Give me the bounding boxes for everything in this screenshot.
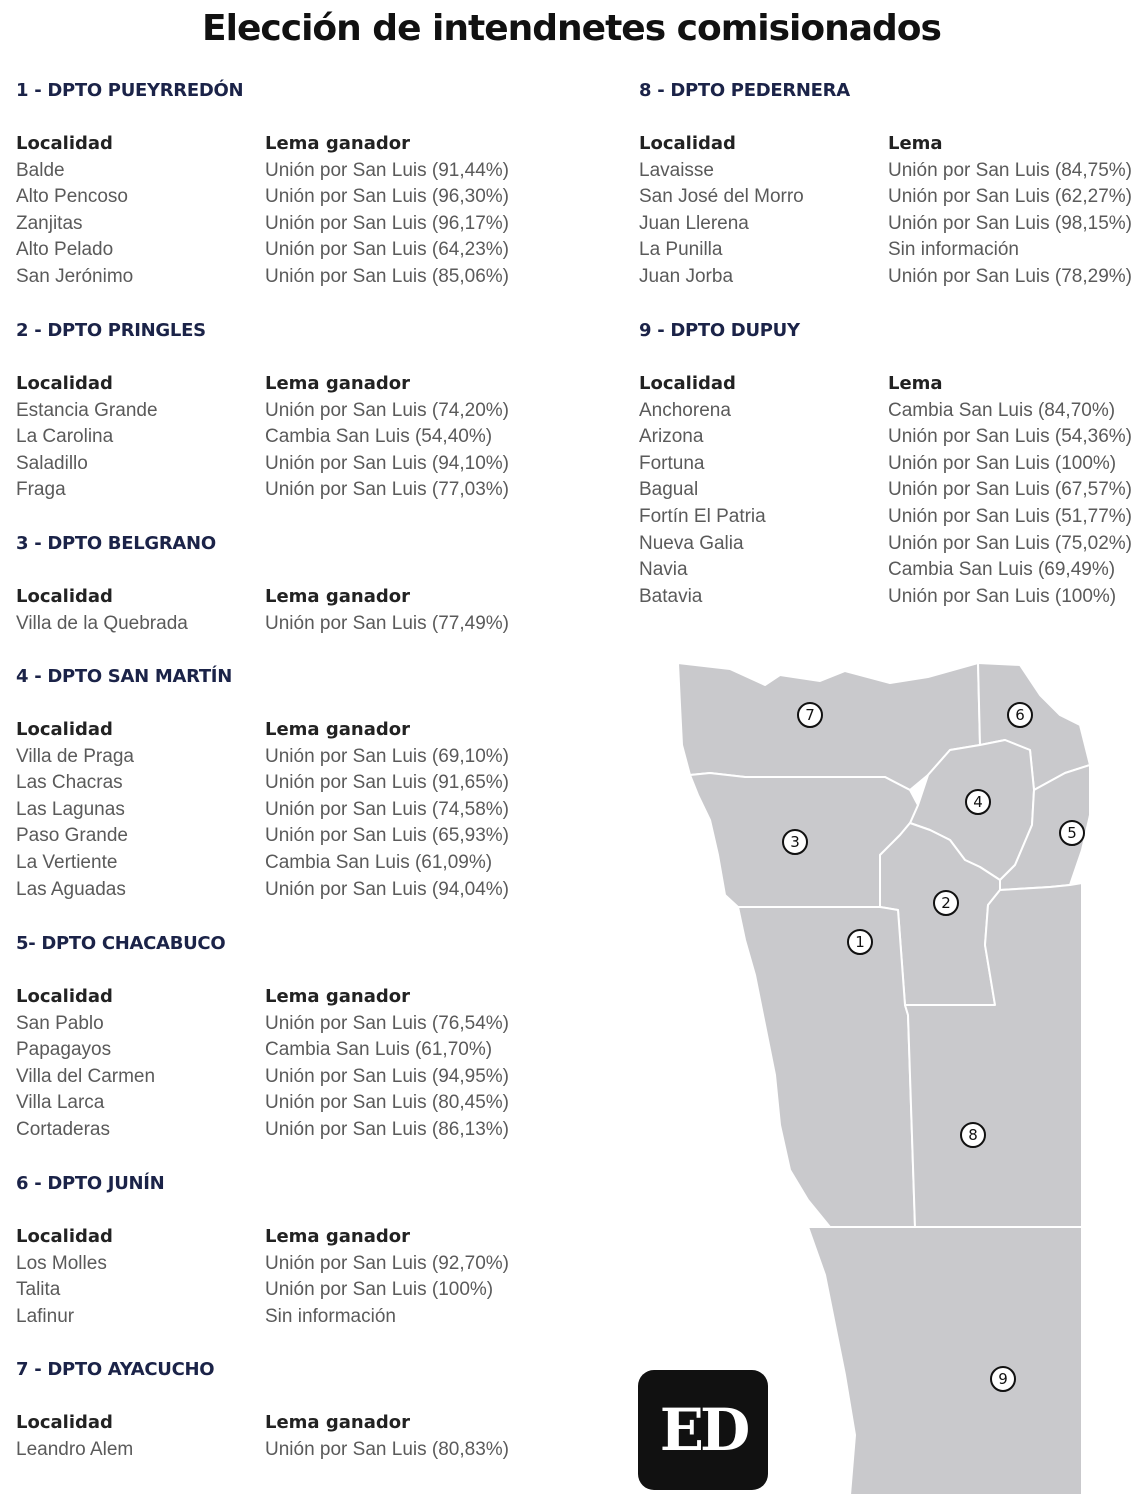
department-section [16, 318, 576, 504]
lema-cell: Unión por San Luis (54,36%) [888, 426, 1132, 448]
department-heading: 2 - DPTO PRINGLES [16, 320, 206, 341]
svg-text:1: 1 [855, 933, 865, 951]
lema-cell: Unión por San Luis (100%) [888, 585, 1117, 607]
localidad-cell: Bagual [639, 479, 699, 501]
lema-cell: Cambia San Luis (61,09%) [265, 851, 493, 873]
header-lema: Lema ganador [265, 1412, 410, 1433]
lema-cell: Unión por San Luis (84,75%) [888, 159, 1132, 181]
lema-cell: Unión por San Luis (100%) [888, 452, 1117, 474]
lema-cell: Unión por San Luis (64,23%) [265, 239, 509, 261]
table-row [16, 877, 576, 904]
department-section [16, 531, 576, 637]
lema-cell: Unión por San Luis (76,54%) [265, 1012, 509, 1034]
table-row [16, 1011, 576, 1038]
table-row [16, 1064, 576, 1091]
header-localidad: Localidad [16, 986, 113, 1007]
department-section [16, 1357, 576, 1463]
lema-cell: Unión por San Luis (86,13%) [265, 1118, 509, 1140]
table-header [16, 131, 576, 158]
table-row [16, 611, 576, 638]
table-header [16, 584, 576, 611]
table-row [16, 184, 576, 211]
localidad-cell: San José del Morro [639, 186, 804, 208]
lema-cell: Cambia San Luis (84,70%) [888, 399, 1116, 421]
map-marker-3 [783, 830, 807, 854]
department-heading: 9 - DPTO DUPUY [639, 320, 800, 341]
map-marker-2 [934, 891, 958, 915]
table-row [639, 557, 1139, 584]
localidad-cell: Las Chacras [16, 772, 123, 794]
lema-cell: Unión por San Luis (80,45%) [265, 1092, 509, 1114]
localidad-cell: San Jerónimo [16, 265, 134, 287]
svg-text:4: 4 [973, 793, 983, 811]
localidad-cell: Saladillo [16, 452, 88, 474]
lema-cell: Unión por San Luis (74,20%) [265, 399, 509, 421]
header-lema: Lema [888, 373, 943, 394]
lema-cell: Unión por San Luis (92,70%) [265, 1252, 509, 1274]
localidad-cell: Villa de Praga [16, 745, 134, 767]
map-marker-6 [1008, 703, 1032, 727]
lema-cell: Unión por San Luis (65,93%) [265, 825, 509, 847]
lema-cell: Cambia San Luis (54,40%) [265, 426, 493, 448]
department-heading: 1 - DPTO PUEYRREDÓN [16, 80, 244, 101]
table-row [639, 584, 1139, 611]
lema-cell: Unión por San Luis (67,57%) [888, 479, 1132, 501]
table-header [16, 717, 576, 744]
localidad-cell: Navia [639, 559, 688, 581]
table-row [16, 1117, 576, 1144]
lema-cell: Unión por San Luis (94,04%) [265, 878, 509, 900]
localidad-cell: Anchorena [639, 399, 731, 421]
localidad-cell: Alto Pencoso [16, 186, 128, 208]
table-row [16, 823, 576, 850]
table-row [639, 531, 1139, 558]
localidad-cell: Nueva Galia [639, 532, 744, 554]
svg-text:9: 9 [998, 1370, 1008, 1388]
table-row [16, 1437, 576, 1464]
map-region-9 [808, 1227, 1082, 1495]
table-row [16, 797, 576, 824]
table-row [639, 477, 1139, 504]
table-row [16, 1090, 576, 1117]
svg-text:3: 3 [790, 833, 800, 851]
svg-text:6: 6 [1015, 706, 1025, 724]
map-marker-1 [848, 930, 872, 954]
header-lema: Lema ganador [265, 986, 410, 1007]
table-row [16, 211, 576, 238]
department-section [639, 318, 1139, 610]
table-row [16, 1304, 576, 1331]
table-row [16, 770, 576, 797]
lema-cell: Unión por San Luis (98,15%) [888, 212, 1132, 234]
lema-cell: Cambia San Luis (61,70%) [265, 1039, 493, 1061]
header-localidad: Localidad [16, 1412, 113, 1433]
localidad-cell: Cortaderas [16, 1118, 110, 1140]
table-row [639, 424, 1139, 451]
localidad-cell: Lavaisse [639, 159, 714, 181]
header-localidad: Localidad [16, 586, 113, 607]
localidad-cell: Zanjitas [16, 212, 83, 234]
table-header [16, 371, 576, 398]
table-row [639, 451, 1139, 478]
table-row [639, 237, 1139, 264]
table-header [639, 131, 1139, 158]
svg-text:8: 8 [968, 1126, 978, 1144]
table-row [16, 398, 576, 425]
header-localidad: Localidad [639, 133, 736, 154]
localidad-cell: Las Aguadas [16, 878, 126, 900]
localidad-cell: Batavia [639, 585, 703, 607]
department-section [16, 931, 576, 1144]
header-lema: Lema ganador [265, 719, 410, 740]
localidad-cell: Alto Pelado [16, 239, 114, 261]
table-row [639, 504, 1139, 531]
header-localidad: Localidad [16, 373, 113, 394]
department-heading: 7 - DPTO AYACUCHO [16, 1359, 215, 1380]
table-row [16, 158, 576, 185]
department-heading: 8 - DPTO PEDERNERA [639, 80, 850, 101]
table-row [16, 1277, 576, 1304]
lema-cell: Unión por San Luis (96,17%) [265, 212, 509, 234]
localidad-cell: Leandro Alem [16, 1438, 134, 1460]
header-localidad: Localidad [16, 133, 113, 154]
department-heading: 5- DPTO CHACABUCO [16, 933, 226, 954]
lema-cell: Unión por San Luis (77,49%) [265, 612, 509, 634]
lema-cell: Unión por San Luis (80,83%) [265, 1438, 509, 1460]
svg-text:7: 7 [805, 706, 815, 724]
table-row [16, 264, 576, 291]
table-row [16, 1037, 576, 1064]
lema-cell: Unión por San Luis (100%) [265, 1279, 494, 1301]
map-region-1 [738, 907, 915, 1227]
localidad-cell: Fortuna [639, 452, 705, 474]
svg-text:2: 2 [941, 894, 951, 912]
department-section [16, 78, 576, 291]
lema-cell: Unión por San Luis (62,27%) [888, 186, 1132, 208]
department-section [16, 1171, 576, 1330]
header-lema: Lema ganador [265, 586, 410, 607]
table-row [639, 184, 1139, 211]
lema-cell: Unión por San Luis (78,29%) [888, 265, 1132, 287]
brand-logo: ED [638, 1370, 768, 1490]
localidad-cell: La Punilla [639, 239, 723, 261]
localidad-cell: Arizona [639, 426, 704, 448]
table-row [16, 424, 576, 451]
table-row [16, 237, 576, 264]
department-section [16, 664, 576, 903]
localidad-cell: Lafinur [16, 1305, 75, 1327]
lema-cell: Unión por San Luis (74,58%) [265, 798, 509, 820]
localidad-cell: San Pablo [16, 1012, 104, 1034]
lema-cell: Cambia San Luis (69,49%) [888, 559, 1116, 581]
svg-text:5: 5 [1067, 824, 1077, 842]
table-header [16, 1410, 576, 1437]
lema-cell: Unión por San Luis (69,10%) [265, 745, 509, 767]
table-row [639, 158, 1139, 185]
map-marker-5 [1060, 821, 1084, 845]
department-heading: 3 - DPTO BELGRANO [16, 533, 216, 554]
map-marker-4 [966, 790, 990, 814]
localidad-cell: Las Lagunas [16, 798, 125, 820]
localidad-cell: Fortín El Patria [639, 505, 766, 527]
lema-cell: Unión por San Luis (94,10%) [265, 452, 509, 474]
table-header [16, 1224, 576, 1251]
localidad-cell: La Vertiente [16, 851, 118, 873]
department-heading: 6 - DPTO JUNÍN [16, 1173, 165, 1194]
localidad-cell: Los Molles [16, 1252, 107, 1274]
lema-cell: Sin información [265, 1305, 396, 1327]
localidad-cell: La Carolina [16, 426, 114, 448]
table-row [16, 477, 576, 504]
header-localidad: Localidad [639, 373, 736, 394]
header-lema: Lema ganador [265, 1226, 410, 1247]
localidad-cell: Talita [16, 1279, 61, 1301]
table-row [16, 451, 576, 478]
department-heading: 4 - DPTO SAN MARTÍN [16, 666, 232, 687]
map-marker-7 [798, 703, 822, 727]
localidad-cell: Villa Larca [16, 1092, 105, 1114]
table-row [16, 744, 576, 771]
lema-cell: Unión por San Luis (94,95%) [265, 1065, 509, 1087]
table-row [16, 850, 576, 877]
table-row [639, 264, 1139, 291]
lema-cell: Sin información [888, 239, 1019, 261]
map-marker-9 [991, 1367, 1015, 1391]
header-lema: Lema ganador [265, 133, 410, 154]
page-title: Elección de intendnetes comisionados [202, 8, 941, 49]
localidad-cell: Paso Grande [16, 825, 128, 847]
localidad-cell: Balde [16, 159, 65, 181]
lema-cell: Unión por San Luis (91,65%) [265, 772, 509, 794]
localidad-cell: Juan Llerena [639, 212, 749, 234]
lema-cell: Unión por San Luis (85,06%) [265, 265, 509, 287]
header-localidad: Localidad [16, 1226, 113, 1247]
localidad-cell: Villa del Carmen [16, 1065, 156, 1087]
localidad-cell: Villa de la Quebrada [16, 612, 188, 634]
table-row [639, 398, 1139, 425]
localidad-cell: Fraga [16, 479, 66, 501]
localidad-cell: Juan Jorba [639, 265, 734, 287]
lema-cell: Unión por San Luis (75,02%) [888, 532, 1132, 554]
lema-cell: Unión por San Luis (96,30%) [265, 186, 509, 208]
department-section [639, 78, 1139, 291]
localidad-cell: Papagayos [16, 1039, 112, 1061]
header-lema: Lema ganador [265, 373, 410, 394]
localidad-cell: Estancia Grande [16, 399, 158, 421]
header-lema: Lema [888, 133, 943, 154]
lema-cell: Unión por San Luis (91,44%) [265, 159, 509, 181]
header-localidad: Localidad [16, 719, 113, 740]
map-marker-8 [961, 1123, 985, 1147]
lema-cell: Unión por San Luis (77,03%) [265, 479, 509, 501]
table-row [639, 211, 1139, 238]
table-header [16, 984, 576, 1011]
lema-cell: Unión por San Luis (51,77%) [888, 505, 1132, 527]
table-row [16, 1251, 576, 1278]
table-header [639, 371, 1139, 398]
